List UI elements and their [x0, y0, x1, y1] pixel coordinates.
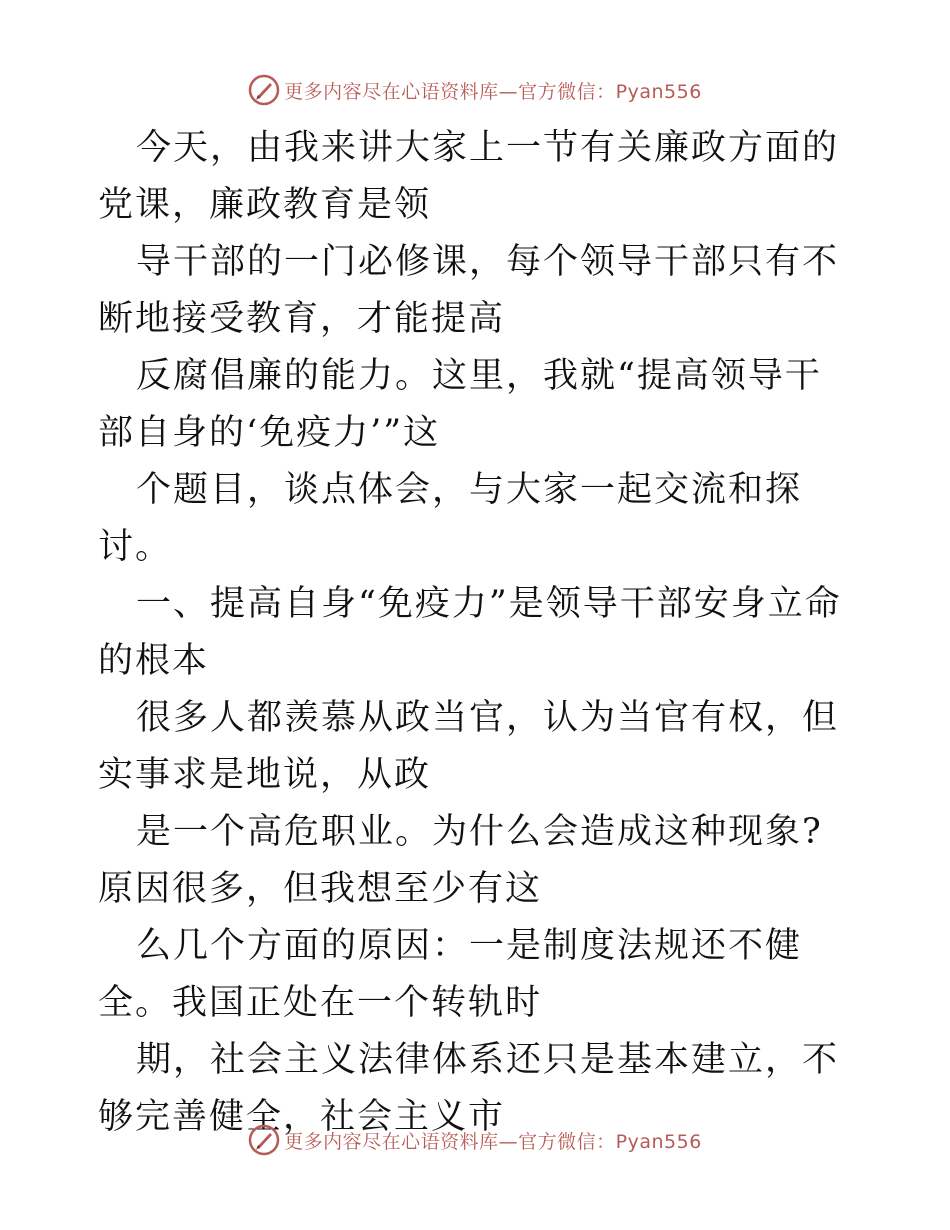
paragraph: 个题目，谈点体会，与大家一起交流和探讨。	[98, 470, 803, 567]
paragraph: 导干部的一门必修课，每个领导干部只有不断地接受教育，才能提高	[98, 242, 840, 339]
paragraph: 今天，由我来讲大家上一节有关廉政方面的党课，廉政教育是领	[98, 128, 840, 225]
banner-main-text: 更多内容尽在心语资料库	[284, 80, 499, 103]
quill-logo-icon	[248, 1124, 280, 1156]
paragraph: 是一个高危职业。为什么会造成这种现象?原因很多，但我想至少有这	[98, 812, 823, 909]
banner-separator: —	[498, 1130, 519, 1153]
paragraph: 反腐倡廉的能力。这里，我就“提高领导干部自身的‘免疫力’”这	[98, 356, 822, 453]
paragraph: 么几个方面的原因：一是制度法规还不健全。我国正处在一个转轨时	[98, 926, 803, 1023]
quill-logo-icon	[248, 74, 280, 106]
header-banner	[0, 70, 950, 110]
banner-wechat-text: 官方微信：Pyan556	[518, 80, 702, 103]
banner-text	[284, 1127, 702, 1154]
paragraph: 期，社会主义法律体系还只是基本建立，不够完善健全，社会主义市	[98, 1040, 840, 1137]
footer-banner	[0, 1120, 950, 1160]
banner-wechat-text: 官方微信：Pyan556	[518, 1130, 702, 1153]
document-body	[98, 120, 858, 1146]
banner-separator: —	[498, 80, 519, 103]
paragraph: 很多人都羡慕从政当官，认为当官有权，但实事求是地说，从政	[98, 698, 840, 795]
section-heading: 一、提高自身“免疫力”是领导干部安身立命的根本	[98, 584, 842, 681]
banner-text	[284, 77, 702, 104]
banner-main-text: 更多内容尽在心语资料库	[284, 1130, 499, 1153]
